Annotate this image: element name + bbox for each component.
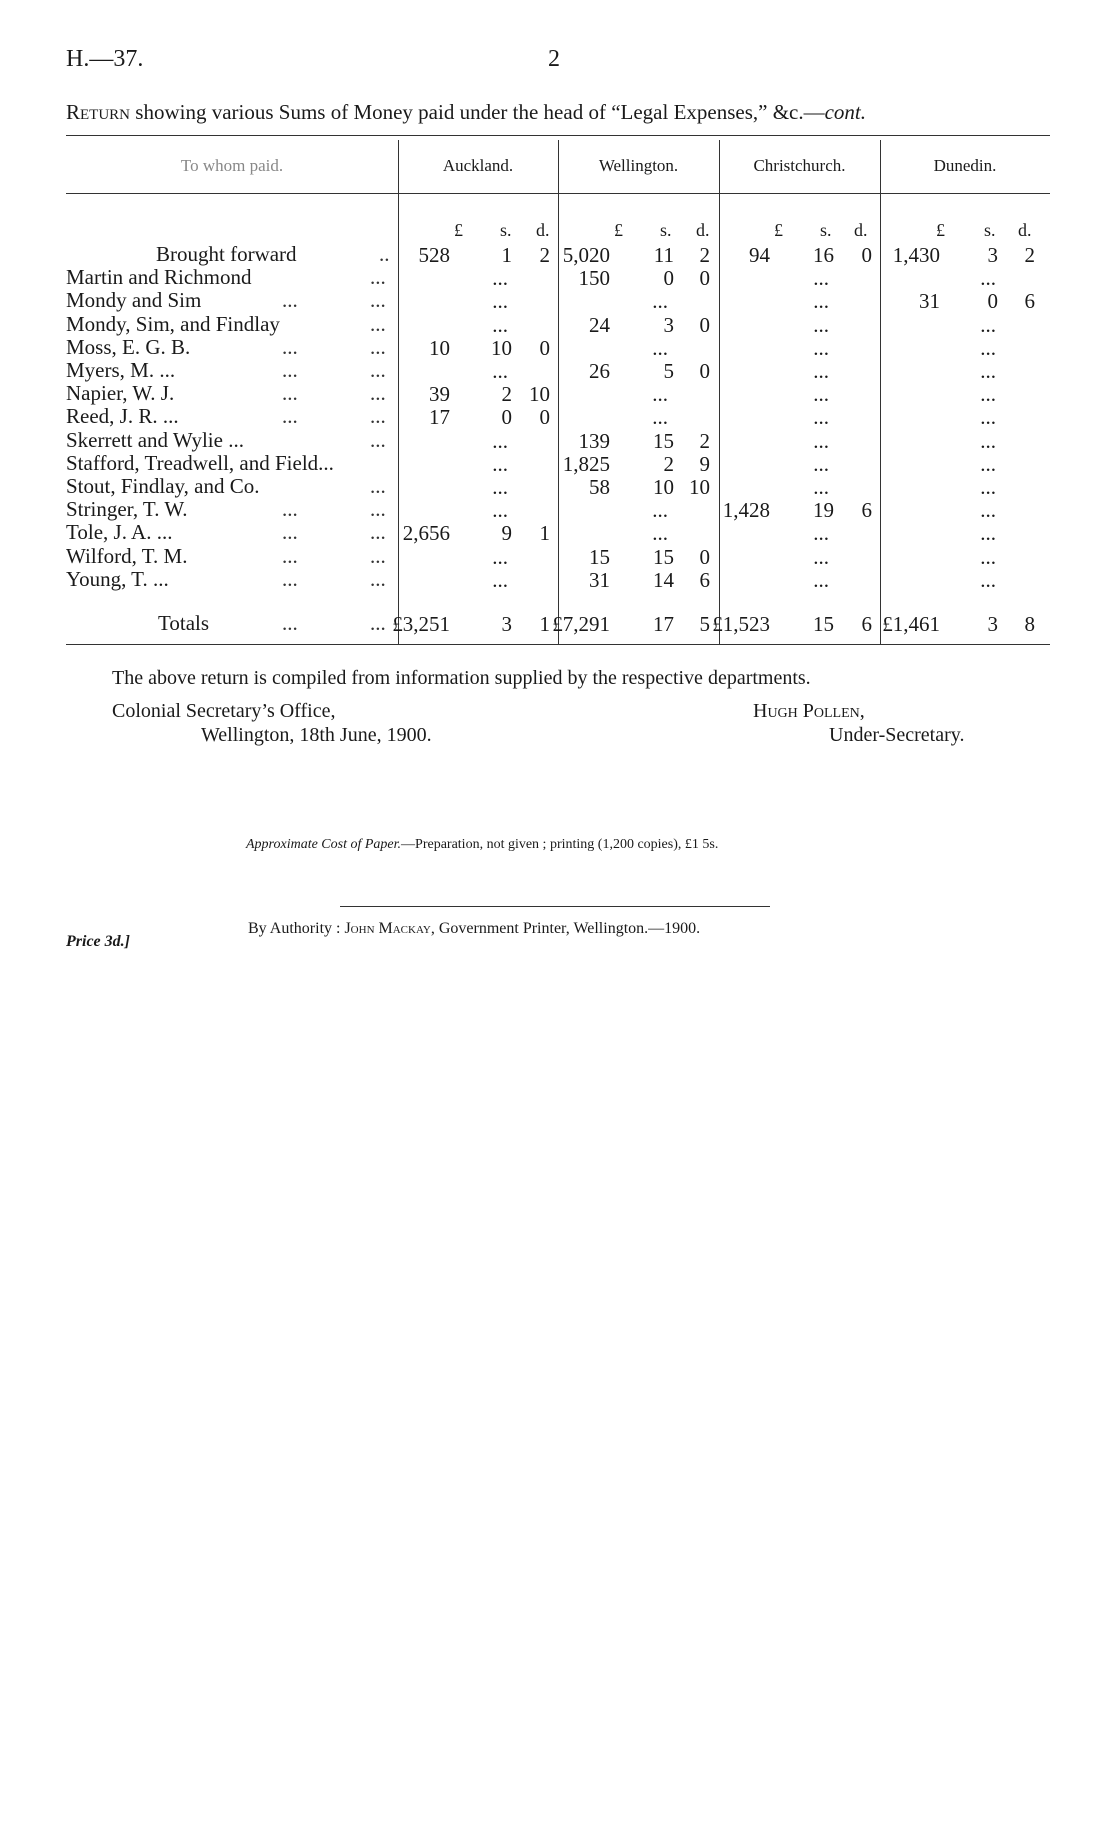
cell-dunedin-shillings: 0 (987, 289, 998, 313)
page-title (66, 100, 866, 125)
cell-dunedin-pounds: 31 (919, 289, 940, 313)
leader-dots: ... (370, 288, 386, 312)
leader-dots: ... (282, 544, 298, 568)
column-divider (398, 140, 399, 645)
cell-auckland-empty: ... (492, 289, 508, 313)
cell-auckland-pounds: 17 (429, 405, 450, 429)
cell-wellington-empty: ... (652, 382, 668, 406)
cell-christchurch-pounds: 94 (749, 243, 770, 267)
cell-auckland-shillings: 10 (491, 336, 512, 360)
leader-dots: ... (370, 358, 386, 382)
cell-christchurch-pence: 6 (861, 612, 872, 636)
leader-dots: ... (282, 497, 298, 521)
leader-dots: ... (370, 497, 386, 521)
cell-wellington-empty: ... (652, 405, 668, 429)
payee-name: Mondy, Sim, and Findlay (66, 312, 280, 336)
cell-auckland-pence: 2 (539, 243, 550, 267)
unit-shilling-label: s. (500, 220, 512, 240)
cell-christchurch-empty: ... (813, 336, 829, 360)
cell-auckland-empty: ... (492, 452, 508, 476)
page-number: 2 (548, 46, 560, 72)
leader-dots: ... (282, 520, 298, 544)
column-header-payee: To whom paid. (180, 156, 284, 175)
cell-wellington-pounds: 58 (589, 475, 610, 499)
leader-dots: ... (370, 544, 386, 568)
cell-wellington-pence: 0 (699, 313, 710, 337)
cell-christchurch-empty: ... (813, 289, 829, 313)
cell-wellington-pounds: 24 (589, 313, 610, 337)
payee-name: Mondy and Sim (66, 288, 202, 312)
leader-dots: ... (370, 520, 386, 544)
printer-imprint (248, 920, 700, 938)
cell-wellington-pence: 10 (689, 475, 710, 499)
cell-christchurch-empty: ... (813, 521, 829, 545)
cell-auckland-pence: 1 (539, 612, 550, 636)
unit-pound-sign: £ (774, 220, 783, 240)
cell-auckland-pence: 0 (539, 405, 550, 429)
cell-wellington-pence: 0 (699, 545, 710, 569)
cell-wellington-shillings: 11 (653, 243, 674, 267)
document-reference: H.—37. (66, 46, 144, 72)
cell-wellington-pounds: 31 (589, 568, 610, 592)
leader-dots: ... (282, 404, 298, 428)
cell-christchurch-pence: 6 (861, 498, 872, 522)
unit-shilling-label: s. (660, 220, 672, 240)
cell-christchurch-empty: ... (813, 452, 829, 476)
cell-wellington-pounds: £7,291 (552, 612, 610, 636)
cell-wellington-empty: ... (652, 289, 668, 313)
cell-wellington-pence: 5 (699, 612, 710, 636)
cell-dunedin-empty: ... (980, 475, 996, 499)
cell-christchurch-shillings: 16 (813, 243, 834, 267)
cell-dunedin-empty: ... (980, 313, 996, 337)
cell-christchurch-pounds: 1,428 (722, 498, 770, 522)
cell-wellington-pounds: 15 (589, 545, 610, 569)
cell-dunedin-empty: ... (980, 266, 996, 290)
payee-name: Young, T. ... (66, 567, 169, 591)
leader-dots: ... (370, 428, 386, 452)
cell-auckland-shillings: 0 (501, 405, 512, 429)
price-label: Price 3d.] (66, 933, 130, 950)
cell-auckland-shillings: 3 (501, 612, 512, 636)
column-header-auckland: Auckland. (442, 156, 514, 175)
cell-christchurch-empty: ... (813, 429, 829, 453)
cell-auckland-empty: ... (492, 266, 508, 290)
signature-name (753, 700, 865, 723)
cell-auckland-pence: 0 (539, 336, 550, 360)
leader-dots: ... (282, 611, 298, 635)
payee-name: Myers, M. ... (66, 358, 176, 382)
cost-label: Approximate Cost of Paper. (246, 837, 402, 852)
unit-pence-label: d. (696, 220, 710, 240)
authority-rest: , Government Printer, Wellington.—1900. (430, 920, 701, 937)
cell-wellington-shillings: 14 (653, 568, 674, 592)
cell-dunedin-pounds: £1,461 (882, 612, 940, 636)
cell-auckland-empty: ... (492, 545, 508, 569)
cell-wellington-pence: 2 (699, 429, 710, 453)
unit-pence-label: d. (1018, 220, 1032, 240)
cell-wellington-pence: 0 (699, 359, 710, 383)
signature-office: Colonial Secretary’s Office, (112, 700, 336, 722)
imprint-rule (340, 906, 770, 907)
cell-auckland-empty: ... (492, 498, 508, 522)
payee-name: Reed, J. R. ... (66, 404, 179, 428)
cell-wellington-shillings: 15 (653, 545, 674, 569)
column-header-christchurch: Christchurch. (753, 156, 846, 175)
paper-cost-note (246, 837, 718, 853)
payee-name: Stringer, T. W. (66, 497, 188, 521)
leader-dots: ... (370, 335, 386, 359)
cell-wellington-shillings: 0 (663, 266, 674, 290)
cell-wellington-pounds: 139 (578, 429, 610, 453)
leader-dots: ... (282, 567, 298, 591)
cell-wellington-shillings: 10 (653, 475, 674, 499)
cell-auckland-empty: ... (492, 313, 508, 337)
cell-dunedin-shillings: 3 (987, 612, 998, 636)
cell-wellington-shillings: 15 (653, 429, 674, 453)
payee-name: Martin and Richmond (66, 265, 252, 289)
unit-pound-sign: £ (936, 220, 945, 240)
cell-dunedin-pence: 2 (1024, 243, 1035, 267)
payee-name: Skerrett and Wylie ... (66, 428, 244, 452)
unit-pence-label: d. (536, 220, 550, 240)
cell-dunedin-empty: ... (980, 429, 996, 453)
table-top-rule (66, 135, 1050, 136)
cell-auckland-pounds: 528 (418, 243, 450, 267)
cell-wellington-shillings: 2 (663, 452, 674, 476)
cell-christchurch-empty: ... (813, 545, 829, 569)
column-divider (719, 140, 720, 645)
leader-dots: ... (370, 567, 386, 591)
leader-dots: ... (282, 335, 298, 359)
cell-dunedin-pence: 8 (1024, 612, 1035, 636)
compilation-note: The above return is compiled from information supplied by the respective departments. (112, 667, 811, 689)
cell-dunedin-empty: ... (980, 336, 996, 360)
leader-dots: ... (370, 611, 386, 635)
column-divider (558, 140, 559, 645)
cell-wellington-pounds: 5,020 (562, 243, 610, 267)
cell-auckland-shillings: 2 (501, 382, 512, 406)
leader-dots: ... (370, 404, 386, 428)
cell-christchurch-empty: ... (813, 359, 829, 383)
cell-dunedin-pounds: 1,430 (892, 243, 940, 267)
payee-name: Brought forward (156, 242, 297, 266)
cell-dunedin-empty: ... (980, 498, 996, 522)
cell-wellington-pounds: 1,825 (562, 452, 610, 476)
printer-name: John Mackay (344, 920, 431, 937)
cell-christchurch-empty: ... (813, 313, 829, 337)
signatory-name: Hugh Pollen, (753, 700, 865, 722)
cell-wellington-pence: 2 (699, 243, 710, 267)
leader-dots: ... (370, 474, 386, 498)
cell-christchurch-empty: ... (813, 266, 829, 290)
cell-auckland-pence: 10 (529, 382, 550, 406)
cell-wellington-shillings: 17 (653, 612, 674, 636)
unit-pound-sign: £ (454, 220, 463, 240)
signature-role: Under-Secretary. (829, 724, 965, 746)
cell-dunedin-empty: ... (980, 359, 996, 383)
cell-dunedin-empty: ... (980, 382, 996, 406)
cell-wellington-pounds: 150 (578, 266, 610, 290)
cell-auckland-pounds: 39 (429, 382, 450, 406)
unit-shilling-label: s. (984, 220, 996, 240)
cell-auckland-shillings: 1 (501, 243, 512, 267)
cell-auckland-pence: 1 (539, 521, 550, 545)
leader-dots: ... (282, 288, 298, 312)
totals-label: Totals (158, 611, 210, 635)
cell-wellington-pounds: 26 (589, 359, 610, 383)
cell-dunedin-empty: ... (980, 545, 996, 569)
cell-wellington-pence: 6 (699, 568, 710, 592)
payee-name: Stout, Findlay, and Co. (66, 474, 260, 498)
signature-place-date: Wellington, 18th June, 1900. (201, 724, 432, 746)
cell-dunedin-empty: ... (980, 452, 996, 476)
cell-auckland-empty: ... (492, 359, 508, 383)
cell-auckland-pounds: £3,251 (392, 612, 450, 636)
column-divider (880, 140, 881, 645)
cell-christchurch-pounds: £1,523 (712, 612, 770, 636)
cell-wellington-empty: ... (652, 336, 668, 360)
cell-dunedin-empty: ... (980, 568, 996, 592)
cell-christchurch-pence: 0 (861, 243, 872, 267)
cell-dunedin-empty: ... (980, 521, 996, 545)
unit-pound-sign: £ (614, 220, 623, 240)
cell-dunedin-shillings: 3 (987, 243, 998, 267)
cell-auckland-empty: ... (492, 429, 508, 453)
leader-dots: ... (370, 265, 386, 289)
column-header-wellington: Wellington. (598, 156, 679, 175)
title-text: showing various Sums of Money paid under the head of “Legal Expenses,” &c.— (130, 100, 825, 124)
cell-christchurch-shillings: 19 (813, 498, 834, 522)
cell-auckland-empty: ... (492, 568, 508, 592)
title-cont: cont. (824, 100, 867, 124)
cell-auckland-empty: ... (492, 475, 508, 499)
payee-name: Moss, E. G. B. (66, 335, 191, 359)
payee-name: Tole, J. A. ... (66, 520, 173, 544)
cell-christchurch-shillings: 15 (813, 612, 834, 636)
payee-name: Wilford, T. M. (66, 544, 188, 568)
leader-dots: ... (282, 381, 298, 405)
cost-text: —Preparation, not given ; printing (1,200 copies), £1 5s. (401, 837, 719, 852)
cell-dunedin-pence: 6 (1024, 289, 1035, 313)
cell-auckland-pounds: 10 (429, 336, 450, 360)
payee-name: Napier, W. J. (66, 381, 175, 405)
unit-shilling-label: s. (820, 220, 832, 240)
cell-christchurch-empty: ... (813, 475, 829, 499)
cell-christchurch-empty: ... (813, 382, 829, 406)
unit-pence-label: d. (854, 220, 868, 240)
cell-wellington-pence: 9 (699, 452, 710, 476)
authority-lead: By Authority : (248, 920, 345, 937)
leader-dots: .. (379, 242, 390, 266)
cell-christchurch-empty: ... (813, 405, 829, 429)
cell-wellington-empty: ... (652, 521, 668, 545)
payee-name: Stafford, Treadwell, and Field... (66, 451, 334, 475)
cell-wellington-pence: 0 (699, 266, 710, 290)
cell-dunedin-empty: ... (980, 405, 996, 429)
cell-wellington-shillings: 3 (663, 313, 674, 337)
leader-dots: ... (370, 312, 386, 336)
leader-dots: ... (370, 381, 386, 405)
cell-wellington-empty: ... (652, 498, 668, 522)
cell-christchurch-empty: ... (813, 568, 829, 592)
cell-wellington-shillings: 5 (663, 359, 674, 383)
cell-auckland-shillings: 9 (501, 521, 512, 545)
cell-auckland-pounds: 2,656 (402, 521, 450, 545)
leader-dots: ... (282, 358, 298, 382)
column-header-dunedin: Dunedin. (933, 156, 997, 175)
title-lead: Return (66, 100, 131, 124)
